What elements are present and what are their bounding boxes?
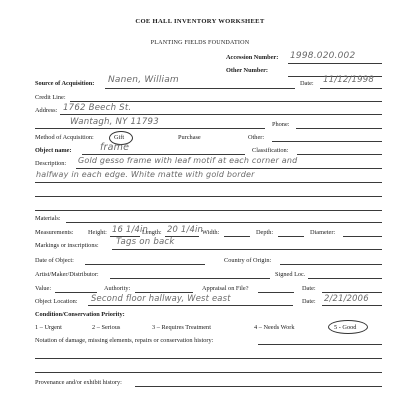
markings-label: Markings or inscriptions: [35, 242, 99, 249]
country-line [280, 264, 382, 265]
phone-line [296, 128, 382, 129]
classification-line [297, 154, 382, 155]
condition-option-1[interactable]: 1 – Urgent [35, 324, 62, 331]
date-of-object-line [85, 264, 205, 265]
condition-option-5[interactable]: 5 - Good [334, 324, 357, 331]
diameter-line [343, 236, 382, 237]
height-label: Height: [88, 229, 107, 236]
damage-note-label: Notation of damage, missing elements, repairs or conservation history: [35, 337, 214, 344]
other-number-label: Other Number: [226, 67, 269, 74]
phone-label: Phone: [272, 121, 290, 128]
method-option-purchase[interactable]: Purchase [178, 134, 201, 141]
date-value[interactable]: 11/12/1998 [323, 75, 374, 85]
date-of-object-label: Date of Object: [35, 257, 74, 264]
length-value[interactable]: 20 1/4in [167, 224, 204, 234]
object-name-label: Object name: [35, 147, 72, 154]
condition-label: Condition/Conservation Priority: [35, 311, 125, 318]
markings-value[interactable]: Tags on back [116, 237, 175, 247]
accession-label: Accession Number: [226, 54, 279, 61]
authority-label: Authority: [104, 285, 131, 292]
measurements-label: Measurements: [35, 229, 74, 236]
artist-line [110, 278, 270, 279]
width-label: Width: [202, 229, 220, 236]
location-date-value[interactable]: 2/21/2006 [324, 293, 369, 303]
materials-label: Materials: [35, 215, 61, 222]
source-line [105, 88, 295, 89]
markings-line [112, 249, 382, 250]
condition-option-2[interactable]: 2 – Serious [92, 324, 121, 331]
address-line-1 [60, 114, 382, 115]
description-line1-value[interactable]: Gold gesso frame with leaf motif at each corner and [78, 156, 298, 165]
object-name-value[interactable]: frame [100, 142, 130, 153]
object-name-line [82, 154, 245, 155]
date-line [320, 88, 382, 89]
accession-line [288, 63, 382, 64]
description-label: Description: [35, 160, 67, 167]
artist-label: Artist/Maker/Distributor: [35, 271, 99, 278]
description-line-3 [35, 196, 382, 197]
form-title: COE HALL INVENTORY WORKSHEET [135, 18, 265, 25]
location-date-label: Date: [302, 298, 316, 305]
height-value[interactable]: 16 1/4in [112, 224, 149, 234]
country-label: Country of Origin: [224, 257, 272, 264]
signed-label: Signed Loc. [275, 271, 306, 278]
depth-label: Depth: [256, 229, 274, 236]
width-line [224, 236, 250, 237]
location-label: Object Location: [35, 298, 78, 305]
address-line1-value[interactable]: 1762 Beech St. [63, 103, 132, 113]
provenance-line [135, 386, 382, 387]
signed-line [308, 278, 382, 279]
description-line-1 [76, 168, 382, 169]
address-line2-value[interactable]: Wantagh, NY 11793 [70, 117, 159, 127]
diameter-label: Diameter: [310, 229, 336, 236]
damage-line-3 [35, 372, 382, 373]
location-line [88, 305, 293, 306]
description-line-4 [35, 210, 382, 211]
depth-line [278, 236, 304, 237]
materials-line [66, 222, 382, 223]
classification-label: Classification: [252, 147, 289, 154]
method-option-other[interactable]: Other: [248, 134, 265, 141]
address-line-2 [35, 128, 265, 129]
form-organization: PLANTING FIELDS FOUNDATION [150, 40, 250, 46]
description-line-2 [35, 182, 382, 183]
damage-line-2 [35, 358, 382, 359]
condition-option-4[interactable]: 4 – Needs Work [254, 324, 295, 331]
condition-option-3[interactable]: 3 – Requires Treatment [152, 324, 211, 331]
credit-label: Credit Line: [35, 94, 66, 101]
date-label: Date: [300, 80, 314, 87]
credit-line [70, 101, 382, 102]
accession-value[interactable]: 1998.020.002 [290, 51, 356, 61]
source-value[interactable]: Nanen, William [108, 75, 179, 85]
appraisal-line [258, 292, 294, 293]
address-label: Address: [35, 107, 58, 114]
provenance-label: Provenance and/or exhibit history: [35, 379, 122, 386]
description-line2-value[interactable]: halfway in each edge. White matte with gold border [36, 170, 255, 179]
location-value[interactable]: Second floor hallway, West east [91, 293, 231, 303]
method-option-gift[interactable]: Gift [114, 134, 125, 141]
method-label: Method of Acquisition: [35, 134, 94, 141]
value-date-label: Date: [302, 285, 316, 292]
appraisal-label: Appraisal on File? [202, 285, 249, 292]
source-label: Source of Acquisition: [35, 80, 95, 87]
damage-line-1 [258, 344, 382, 345]
value-label: Value: [35, 285, 52, 292]
length-label: Length: [142, 229, 162, 236]
method-other-line [272, 141, 382, 142]
location-date-line [322, 305, 382, 306]
